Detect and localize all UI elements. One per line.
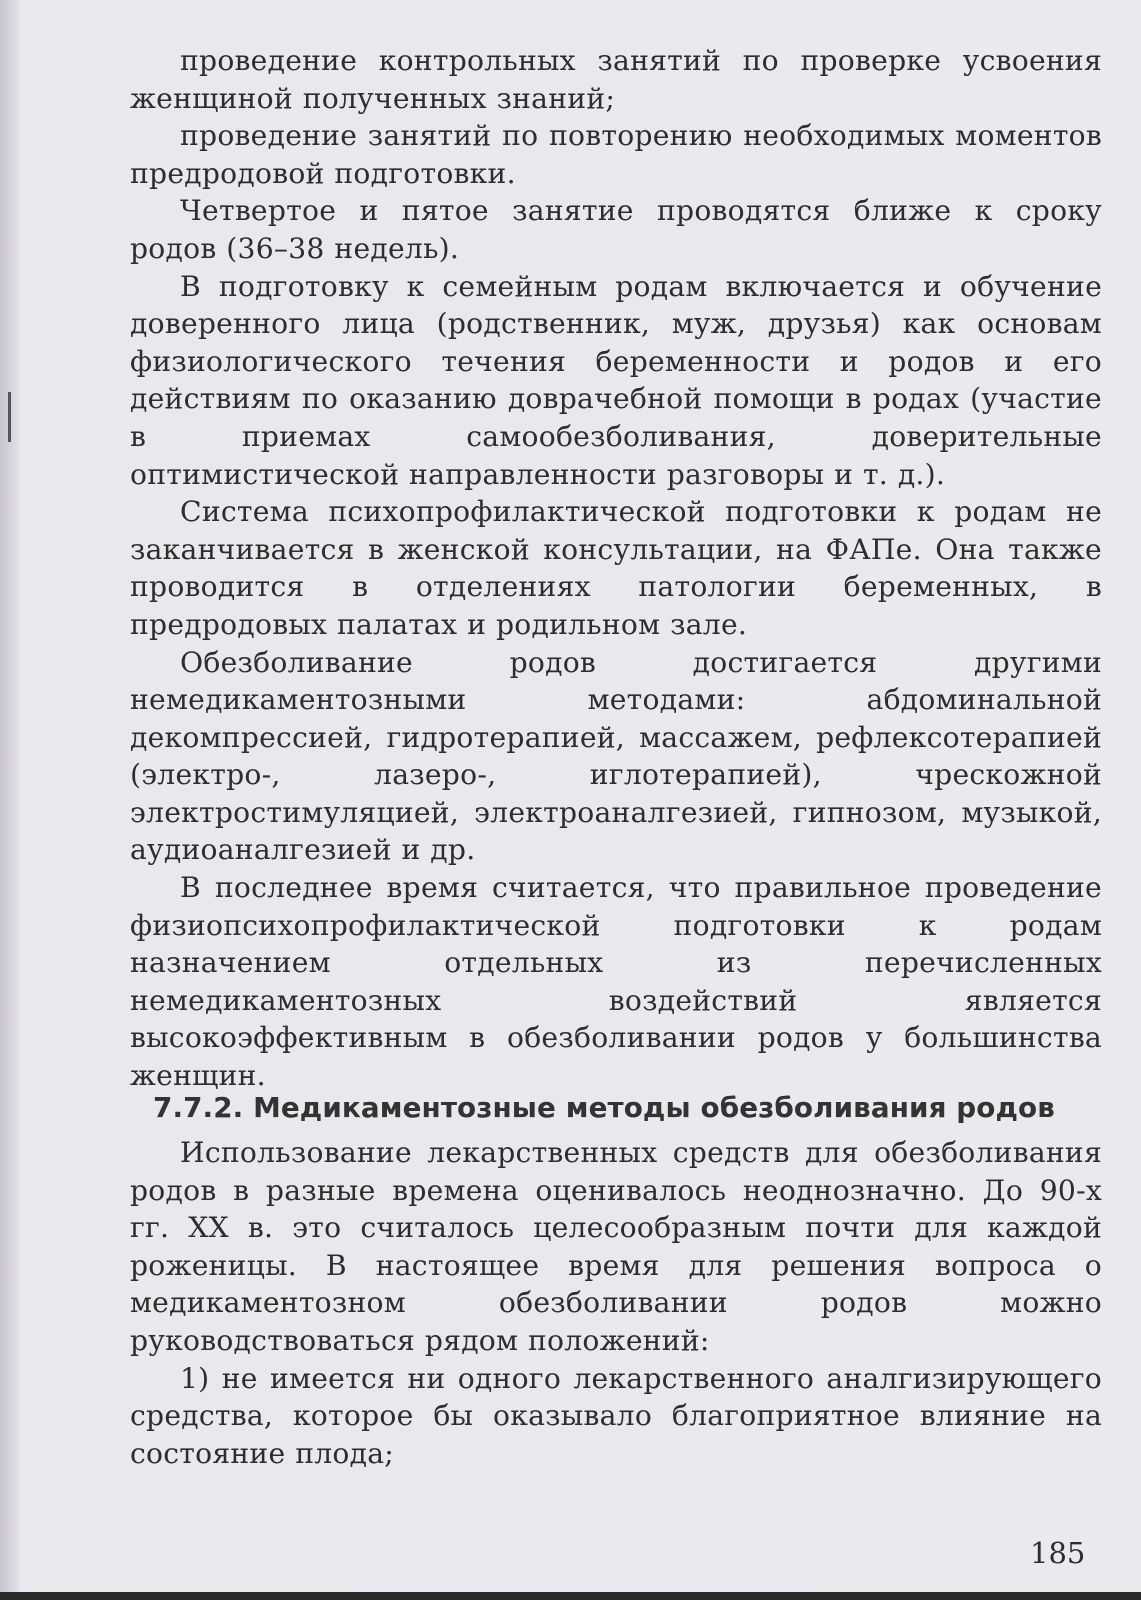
bottom-edge (0, 1592, 1141, 1600)
paragraph-fourth-fifth-lesson: Четвертое и пятое занятие проводятся ближе к сроку родов (36–38 недель). (130, 194, 1102, 265)
paragraph-drug-usage: Использование лекарственных средств для обезболивания родов в разные времена оценивалось неоднозначно. До 90-х гг. XX в. это считалось целесообразным почти для каждой роженицы. В настоящее время для решения вопроса о медикаментозном обезболивании родов можно руководствоваться рядом положений: (130, 1136, 1102, 1357)
page-number: 185 (1030, 1536, 1086, 1570)
body-text-bottom (130, 1134, 1102, 1472)
paragraph-non-drug-methods: Обезболивание родов достигается другими немедикаментозными методами: абдоминальной декомпрессией, гидротерапией, массажем, рефлексотерапией (электро-, лазеро-, иглотерапией), чрескожной электростимуляцией, электроаналгезией, гипнозом, музыкой, аудиоаналгезией и др. (130, 645, 1102, 867)
paragraph-list-item-1: 1) не имеется ни одного лекарственного аналгизирующего средства, которое бы оказывало благоприятное влияние на состояние плода; (130, 1361, 1102, 1470)
paragraph-family-birth: В подготовку к семейным родам включается и обучение доверенного лица (родственник, муж, друзья) как основам физиологического течения беременности и родов и его действиям по оказанию доврачебной помощи в родах (участие в приемах самообезболивания, доверительные оптимистической направленности разговоры и т. д.). (130, 269, 1102, 491)
spine-shadow (0, 0, 18, 1600)
paragraph-psychoprophylaxis-system: Система психопрофилактической подготовки к родам не заканчивается в женской консультации, на ФАПе. Она также проводится в отделениях патологии беременных, в предродовых палатах и родильном зале. (130, 495, 1102, 641)
paragraph-repetition-lessons: проведение занятий по повторению необходимых моментов предродовой подготовки. (130, 119, 1102, 190)
body-text-top (130, 42, 1102, 1095)
paragraph-recent-view: В последнее время считается, что правильное проведение физиопсихопрофилактической подготовки к родам назначением отдельных из перечисленных немедикаментозных воздействий является высокоэффективным в обезболивании родов у большинства женщин. (130, 871, 1102, 1093)
section-heading: 7.7.2. Медикаментозные методы обезболивания родов (153, 1091, 1055, 1124)
margin-mark (8, 392, 11, 442)
paragraph-control-lessons: проведение контрольных занятий по проверке усвоения женщиной полученных знаний; (130, 44, 1102, 115)
